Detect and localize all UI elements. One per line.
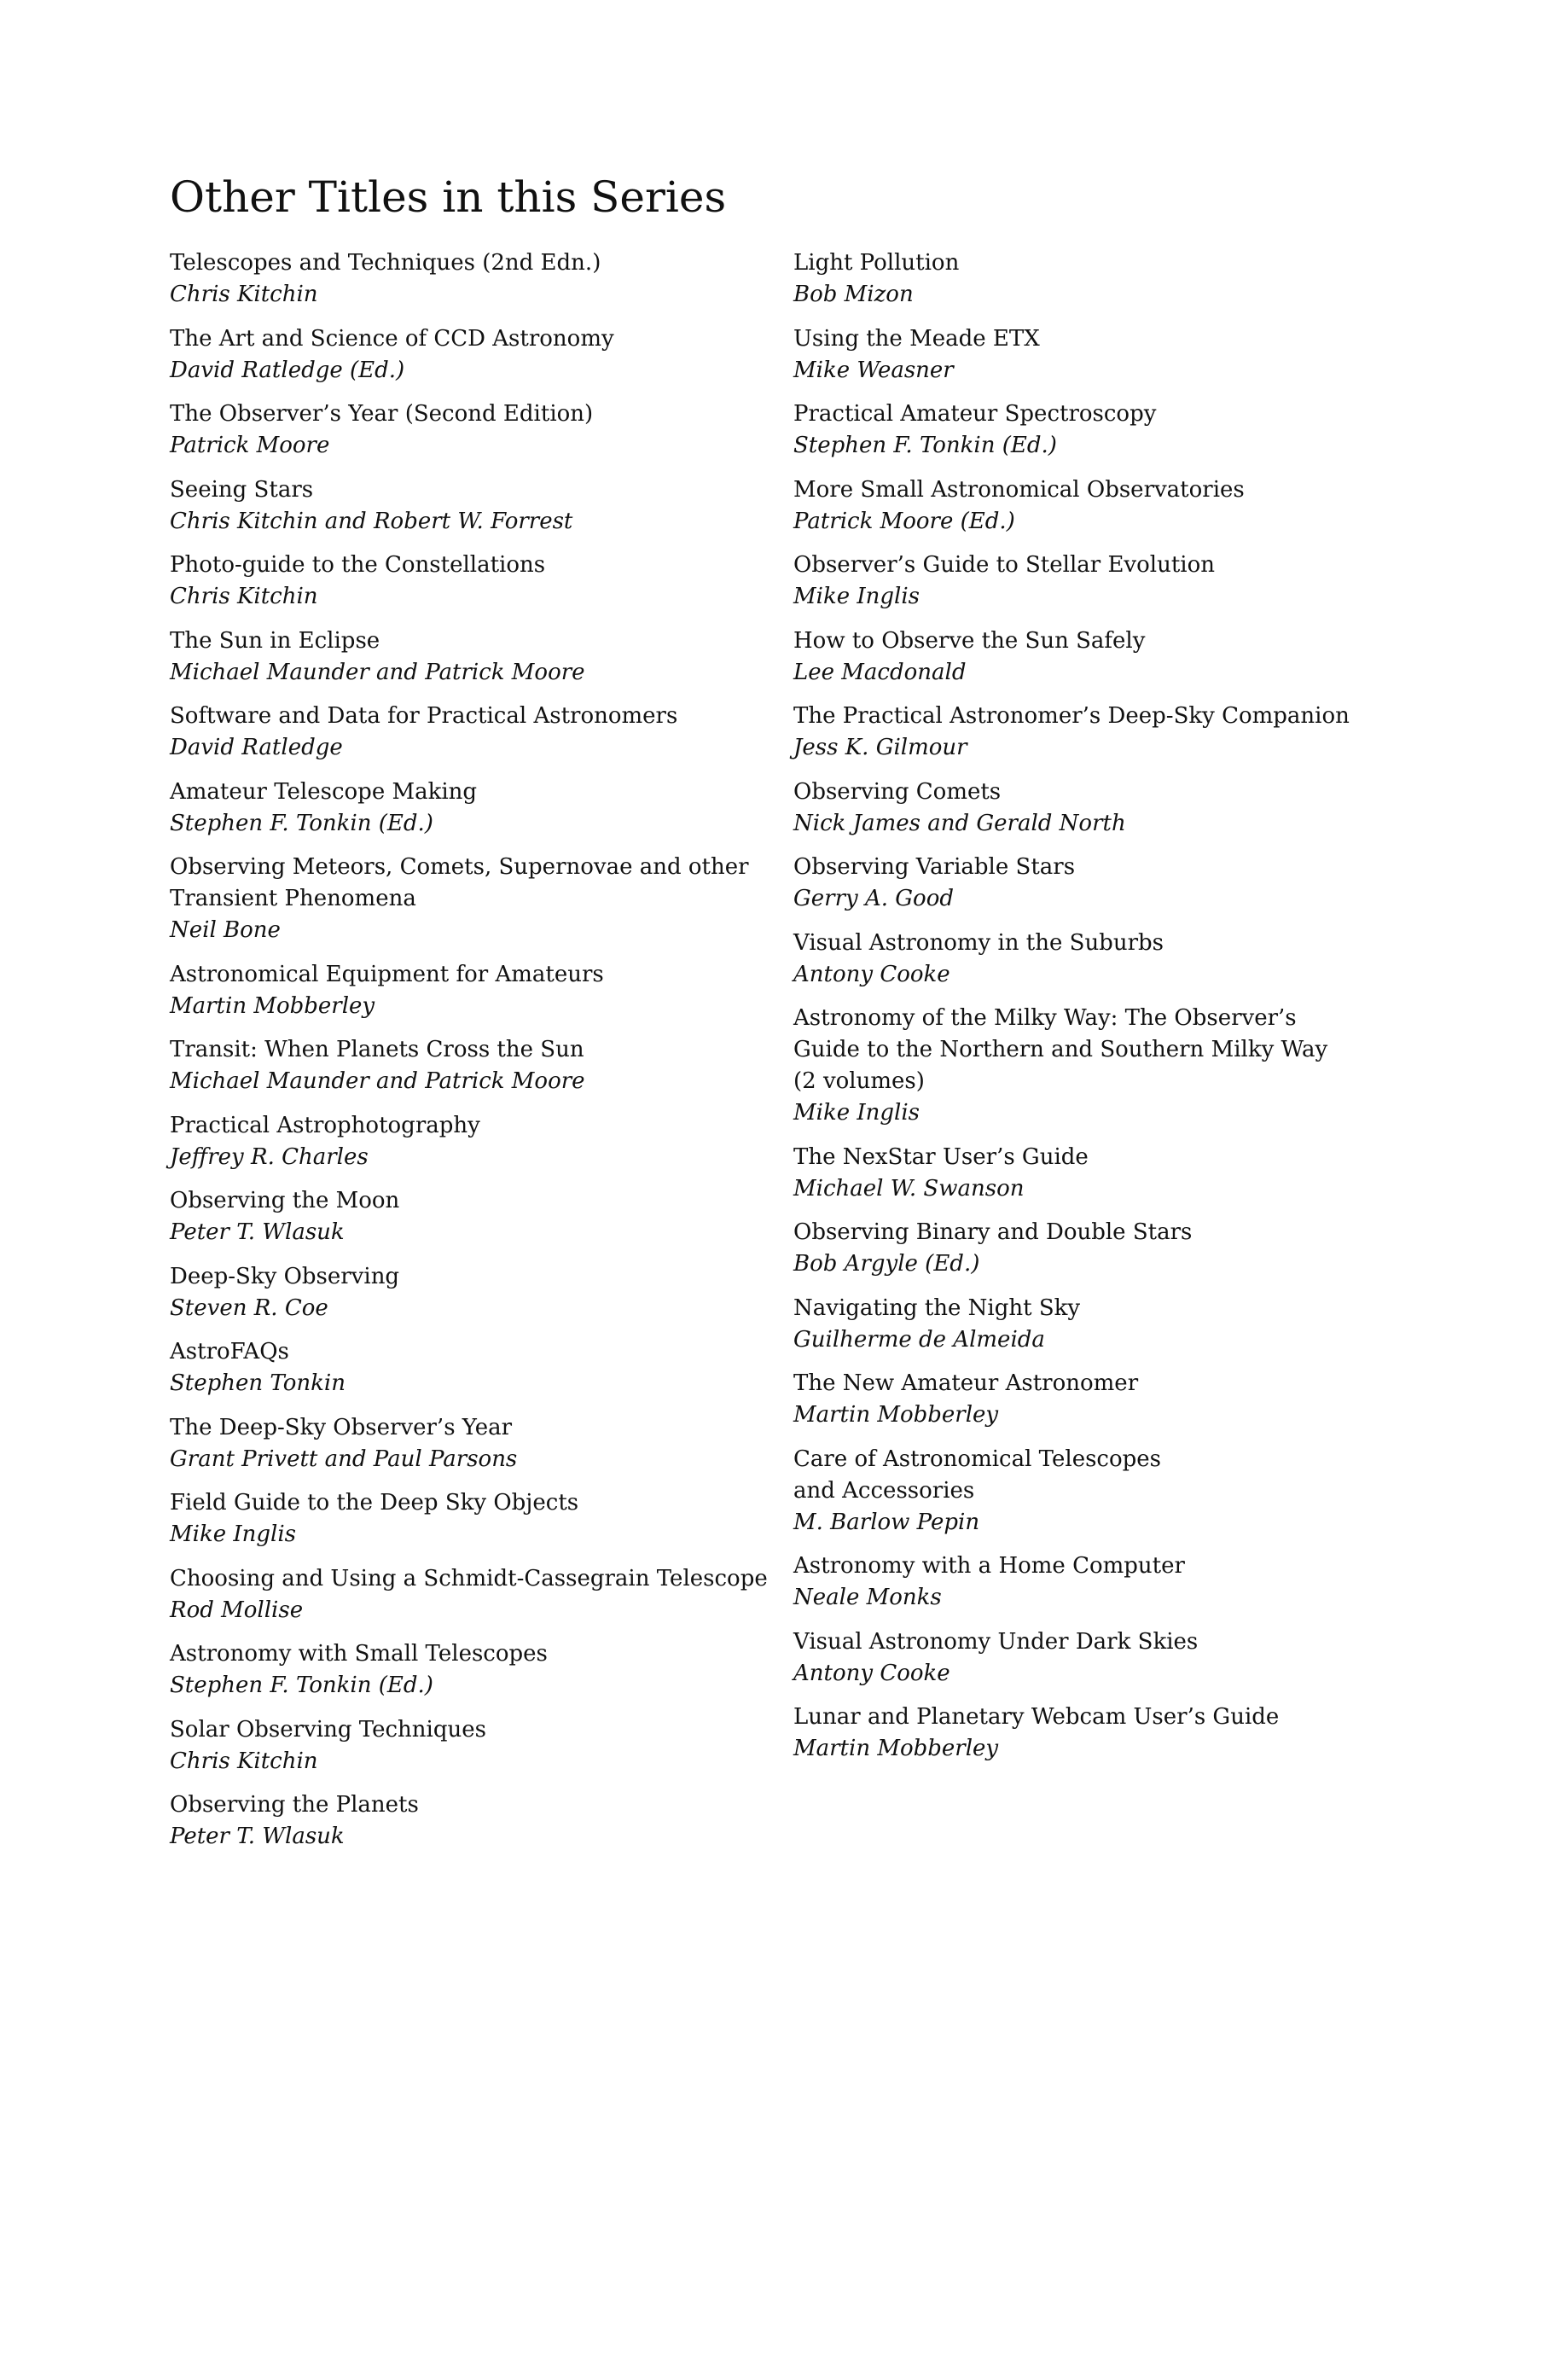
book-title: Using the Meade ETX: [793, 325, 1040, 352]
book-author: Martin Mobberley: [793, 1402, 999, 1428]
book-title: Deep-Sky Observing: [170, 1263, 400, 1289]
book-author: Jess K. Gilmour: [793, 735, 967, 760]
book-author: Patrick Moore (Ed.): [793, 508, 1015, 534]
book-entry: [170, 959, 767, 1022]
book-author: M. Barlow Pepin: [793, 1509, 980, 1535]
book-title: Observing Variable Stars: [793, 854, 1076, 880]
book-title: Field Guide to the Deep Sky Objects: [170, 1490, 579, 1516]
book-title: Observing Comets: [793, 778, 1002, 805]
book-title: The New Amateur Astronomer: [793, 1370, 1139, 1396]
book-entry: [170, 1034, 767, 1097]
book-entry: [170, 550, 767, 613]
book-title: Amateur Telescope Making: [170, 778, 478, 805]
book-author: Peter T. Wlasuk: [170, 1219, 345, 1245]
book-entry: [170, 701, 767, 764]
book-author: Stephen F. Tonkin (Ed.): [793, 433, 1057, 458]
book-title: Practical Astrophotography: [170, 1112, 480, 1138]
book-entry: [793, 852, 1339, 915]
book-author: Steven R. Coe: [170, 1295, 328, 1321]
book-title: Observing the Planets: [170, 1792, 419, 1818]
book-title: Guide to the Northern and Southern Milky Way: [793, 1037, 1328, 1062]
book-entry: [793, 1142, 1339, 1205]
book-entry: [170, 1789, 767, 1853]
book-title: The Sun in Eclipse: [170, 627, 380, 654]
book-author: Michael Maunder and Patrick Moore: [170, 659, 585, 685]
book-entry: [170, 1487, 767, 1551]
book-title: Astronomy with Small Telescopes: [170, 1641, 548, 1667]
book-title: and Accessories: [793, 1477, 975, 1504]
book-author: Chris Kitchin: [170, 282, 318, 307]
book-author: Jeffrey R. Charles: [170, 1143, 369, 1170]
book-title: Telescopes and Techniques (2nd Edn.): [170, 250, 601, 276]
book-entry: [170, 247, 767, 311]
book-entry: [170, 323, 767, 387]
book-entry: [170, 1336, 767, 1399]
book-title: More Small Astronomical Observatories: [793, 476, 1245, 503]
book-title: The NexStar User’s Guide: [793, 1143, 1089, 1170]
book-entry: [793, 1551, 1339, 1614]
book-title: Visual Astronomy Under Dark Skies: [793, 1628, 1199, 1655]
book-author: Stephen F. Tonkin (Ed.): [170, 810, 433, 836]
right-column: [793, 247, 1350, 1777]
book-entry: [170, 1261, 767, 1324]
book-title: Astronomical Equipment for Amateurs: [170, 961, 604, 987]
book-title: The Practical Astronomer’s Deep-Sky Companion: [793, 703, 1350, 729]
book-title: Astronomy with a Home Computer: [793, 1553, 1185, 1579]
book-title: Visual Astronomy in the Suburbs: [793, 929, 1164, 956]
book-entry: [793, 1293, 1339, 1356]
book-entry: [170, 1714, 767, 1777]
book-author: Neil Bone: [170, 917, 281, 943]
book-entry: [170, 1563, 767, 1626]
book-title: Choosing and Using a Schmidt-Cassegrain Telescope: [170, 1565, 768, 1591]
book-entry: [170, 852, 767, 946]
book-author: Antony Cooke: [793, 1660, 950, 1686]
book-author: Stephen F. Tonkin (Ed.): [170, 1673, 433, 1698]
book-entry: [170, 1110, 767, 1173]
book-author: Rod Mollise: [170, 1597, 304, 1623]
book-author: Martin Mobberley: [793, 1736, 999, 1761]
book-entry: [793, 1003, 1339, 1129]
book-entry: [793, 474, 1339, 538]
book-title: The Observer’s Year (Second Edition): [170, 401, 594, 427]
book-title: Astronomy of the Milky Way: The Observer’s: [793, 1005, 1297, 1031]
book-author: Stephen Tonkin: [170, 1370, 346, 1396]
book-title: The Art and Science of CCD Astronomy: [170, 325, 614, 352]
book-author: Mike Inglis: [793, 584, 920, 609]
book-author: Gerry A. Good: [793, 886, 954, 911]
book-author: David Ratledge (Ed.): [170, 357, 405, 383]
book-author: Grant Privett and Paul Parsons: [170, 1446, 518, 1472]
book-entry: [793, 777, 1339, 840]
book-title: Solar Observing Techniques: [170, 1716, 486, 1743]
book-author: Bob Mizon: [793, 282, 914, 307]
book-author: Peter T. Wlasuk: [170, 1824, 345, 1849]
book-entry: [793, 399, 1339, 462]
book-title: Navigating the Night Sky: [793, 1295, 1081, 1321]
book-author: Guilherme de Almeida: [793, 1326, 1045, 1353]
book-entry: [793, 625, 1339, 689]
book-entry: [793, 550, 1339, 613]
book-author: Chris Kitchin and Robert W. Forrest: [170, 508, 573, 534]
book-title: Seeing Stars: [170, 476, 314, 503]
book-author: Mike Inglis: [793, 1100, 920, 1126]
book-entry: [170, 777, 767, 840]
book-entry: [170, 1185, 767, 1248]
book-title: (2 volumes): [793, 1068, 925, 1094]
book-author: Michael W. Swanson: [793, 1175, 1025, 1201]
book-entry: [170, 1412, 767, 1475]
left-column: [170, 247, 767, 1865]
page-title: Other Titles in this Series: [170, 172, 727, 222]
book-title: Observing Binary and Double Stars: [793, 1219, 1193, 1245]
book-title: Transient Phenomena: [170, 886, 416, 911]
book-title: Transit: When Planets Cross the Sun: [170, 1037, 584, 1062]
book-title: Lunar and Planetary Webcam User’s Guide: [793, 1704, 1280, 1730]
book-author: Michael Maunder and Patrick Moore: [170, 1068, 585, 1094]
book-author: Martin Mobberley: [170, 992, 375, 1019]
book-entry: [793, 1217, 1339, 1280]
book-author: Antony Cooke: [793, 961, 950, 987]
book-entry: [793, 323, 1339, 387]
book-entry: [793, 1444, 1339, 1539]
book-title: Software and Data for Practical Astronomers: [170, 703, 678, 729]
book-title: Observing the Moon: [170, 1188, 400, 1213]
book-author: Nick James and Gerald North: [793, 810, 1126, 836]
book-author: Chris Kitchin: [170, 584, 318, 609]
book-author: Chris Kitchin: [170, 1748, 318, 1774]
book-entry: [793, 1626, 1339, 1690]
book-author: Neale Monks: [793, 1585, 942, 1610]
book-entry: [793, 1702, 1339, 1765]
book-entry: [170, 399, 767, 462]
book-title: AstroFAQs: [170, 1339, 289, 1364]
book-entry: [170, 474, 767, 538]
book-entry: [170, 1638, 767, 1702]
book-author: Patrick Moore: [170, 433, 330, 458]
book-author: Mike Inglis: [170, 1521, 296, 1547]
book-entry: [793, 928, 1339, 991]
book-title: Observing Meteors, Comets, Supernovae and other: [170, 854, 749, 880]
book-entry: [793, 247, 1339, 311]
book-title: Care of Astronomical Telescopes: [793, 1446, 1162, 1472]
book-title: How to Observe the Sun Safely: [793, 627, 1146, 654]
book-author: Bob Argyle (Ed.): [793, 1251, 980, 1277]
book-title: Light Pollution: [793, 250, 960, 276]
book-entry: [170, 625, 767, 689]
book-title: Observer’s Guide to Stellar Evolution: [793, 552, 1215, 578]
book-entry: [793, 1368, 1339, 1431]
book-author: David Ratledge: [170, 735, 343, 760]
book-title: Photo-guide to the Constellations: [170, 552, 546, 578]
book-title: The Deep-Sky Observer’s Year: [170, 1414, 513, 1440]
book-author: Lee Macdonald: [793, 659, 967, 685]
book-author: Mike Weasner: [793, 357, 954, 383]
book-title: Practical Amateur Spectroscopy: [793, 401, 1157, 427]
book-entry: [793, 701, 1350, 764]
